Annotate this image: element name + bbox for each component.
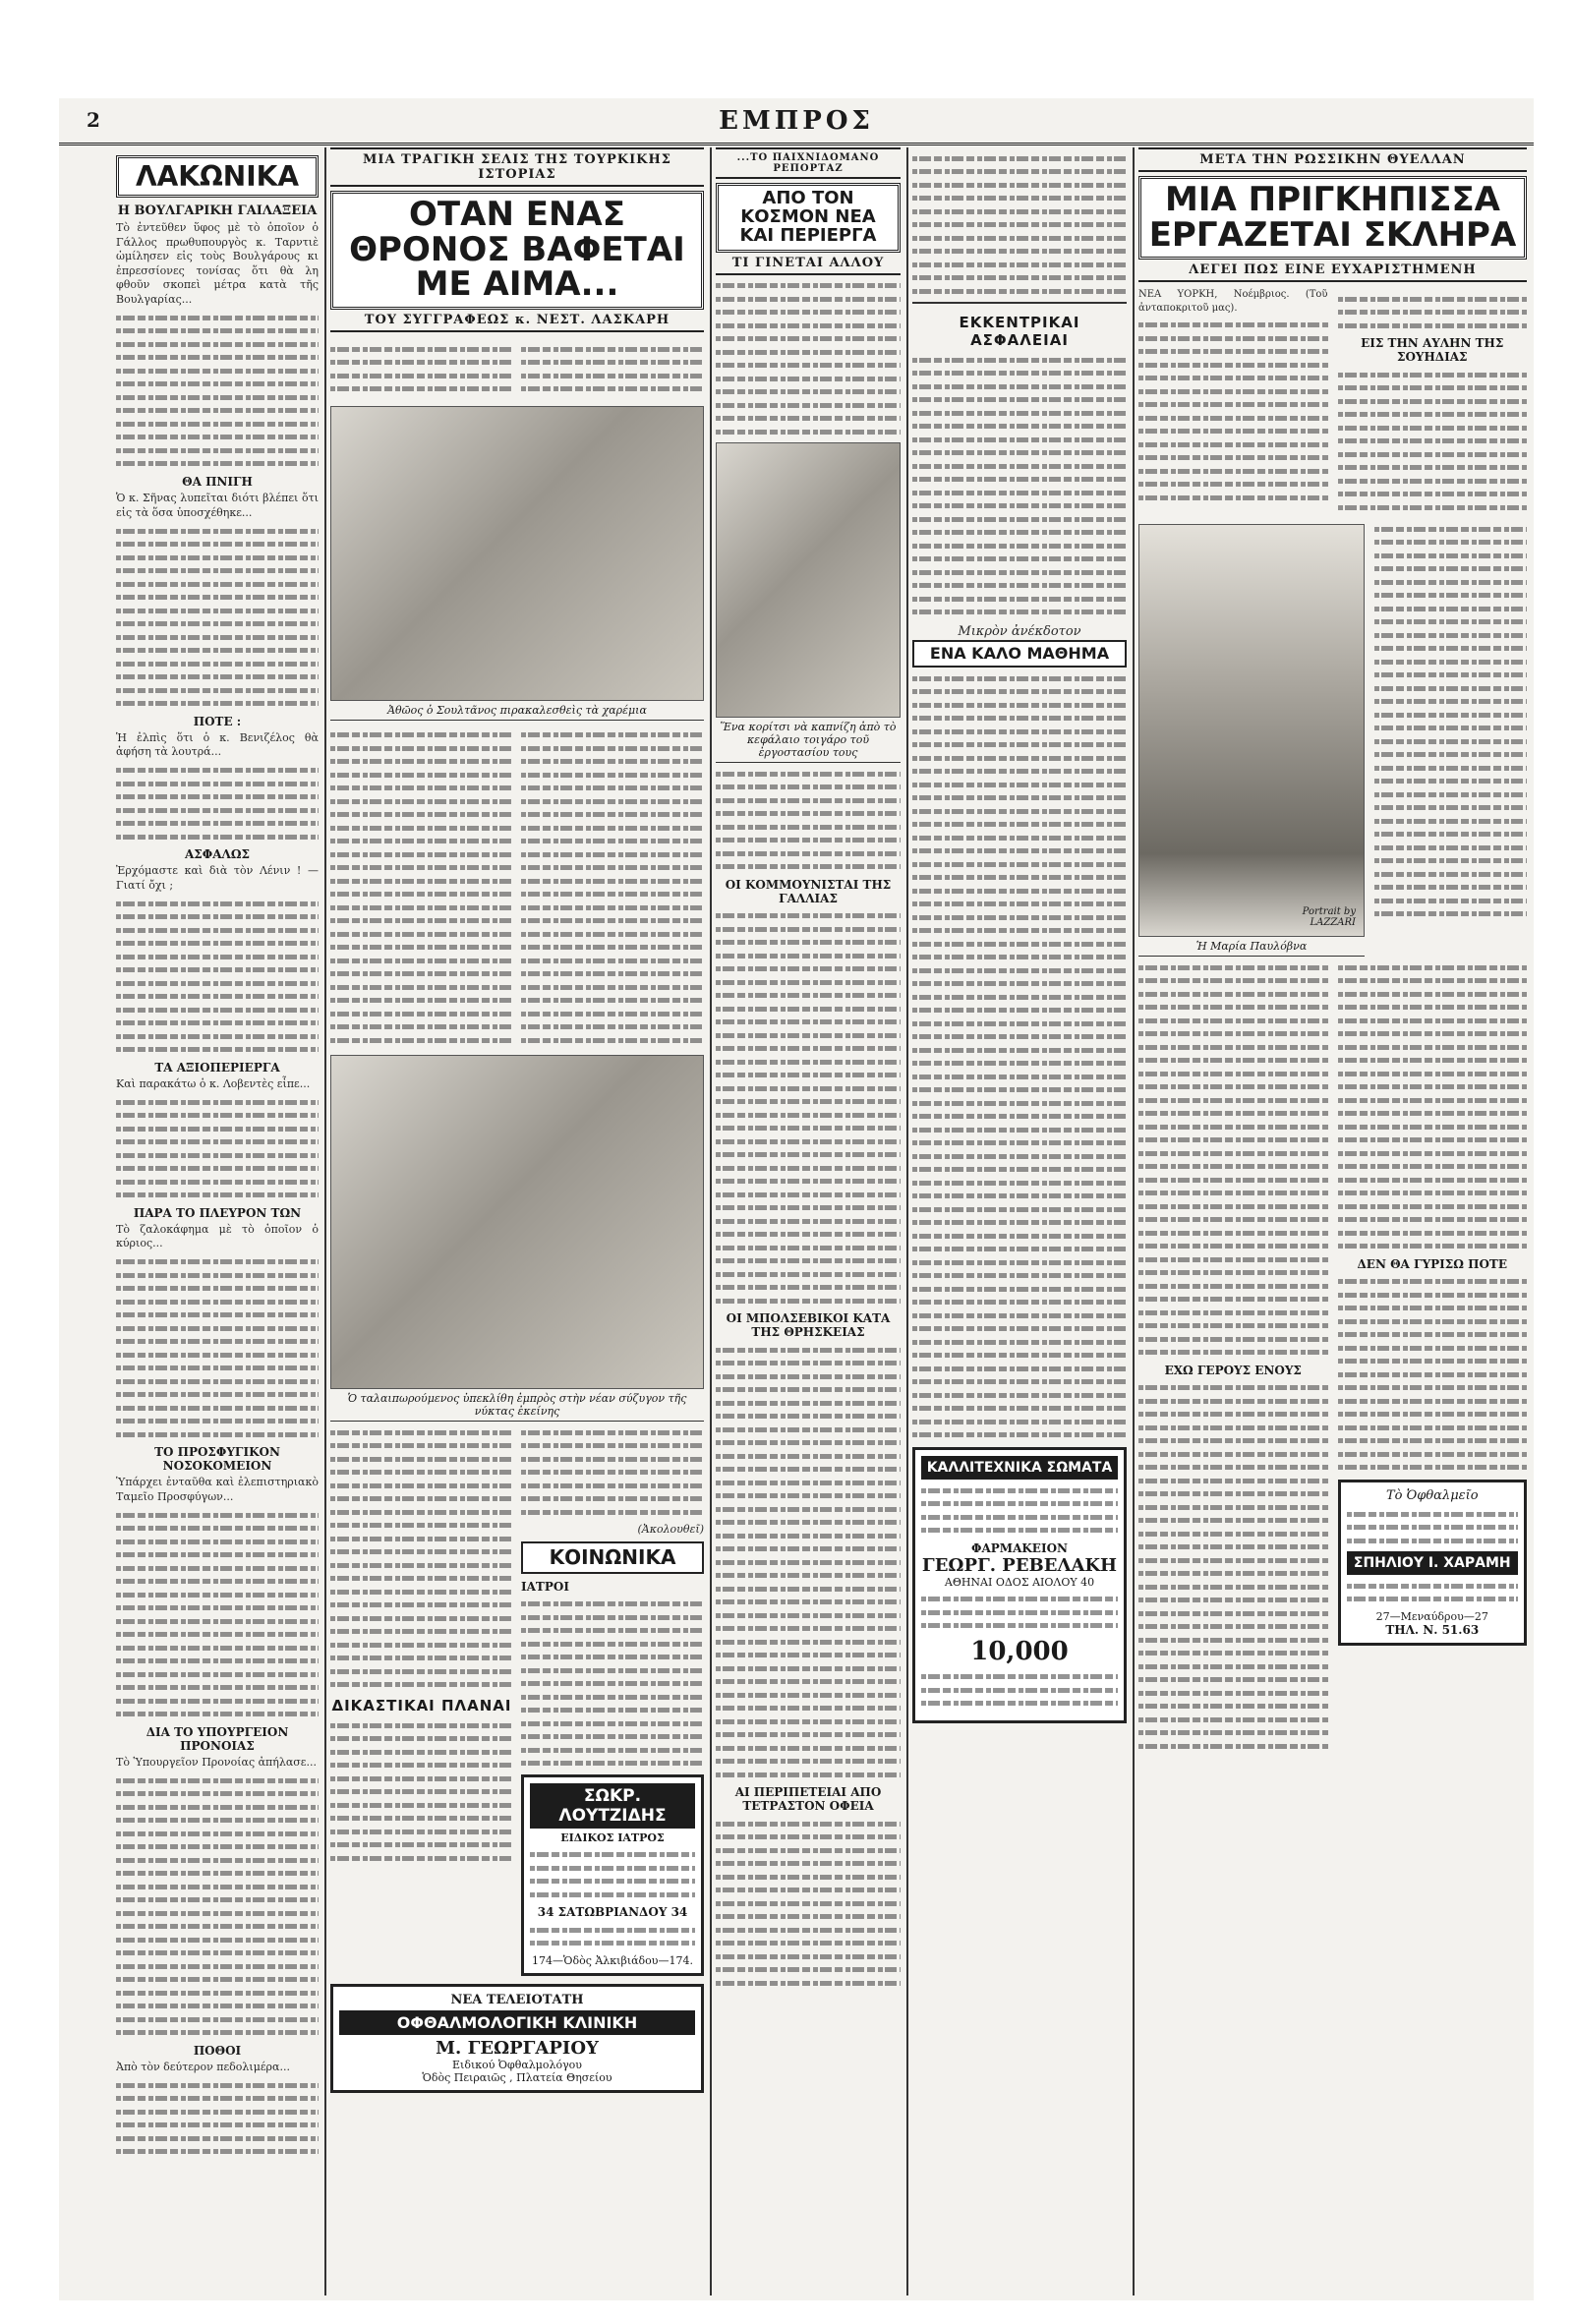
section-heading: ΕΧΩ ΓΕΡΟΥΣ ΕΝΟΥΣ — [1164, 1363, 1302, 1377]
ad-name: ΣΠΗΛΙΟΥ Ι. ΧΑΡΑΜΗ — [1347, 1551, 1519, 1575]
iatroi-label: ΙΑΤΡΟΙ — [521, 1579, 569, 1594]
text-block — [521, 1430, 704, 1515]
doctor-ad — [521, 1774, 704, 1976]
pharmacy-ad-title: ΚΑΛΛΙΤΕΧΝΙΚΑ ΣΩΜΑΤΑ — [921, 1456, 1118, 1480]
pharmacy-amount: 10,000 — [970, 1636, 1069, 1666]
smoking-girl-photo — [716, 442, 901, 718]
item-heading: ΑΣΦΑΛΩΣ — [184, 847, 251, 862]
text-block — [1338, 965, 1528, 1249]
masthead — [59, 106, 1534, 145]
text-block — [116, 1100, 319, 1198]
doctor-address: 34 ΣΑΤΩΒΡΙΑΝΔΟΥ 34 — [537, 1905, 688, 1920]
clinic-top: ΝΕΑ ΤΕΛΕΙΟΤΑΤΗ — [450, 1992, 584, 2007]
item-heading: ΤΑ ΑΞΙΟΠΕΡΙΕΡΓΑ — [154, 1060, 280, 1075]
item-heading: ΠΟΘΟΙ — [193, 2043, 242, 2058]
article-headline: ΑΠΟ ΤΟΝ ΚΟΣΜΟΝ ΝΕΑ ΚΑΙ ΠΕΡΙΕΡΓΑ — [716, 183, 901, 253]
portrait-signature: Portrait by LAZZARI — [1302, 906, 1356, 929]
text-block — [912, 676, 1127, 1438]
article-byline: ΤΟΥ ΣΥΓΓΡΑΦΕΩΣ κ. ΝΕΣΤ. ΛΑΣΚΑΡΗ — [330, 310, 704, 332]
column-rule — [710, 147, 712, 2295]
text-block — [116, 1259, 319, 1437]
item-text: Ὁ κ. Σῆνας λυπεῖται διότι βλέπει ὅτι εἰς τὰ ὅσα ὑποσχέθηκε... — [116, 491, 319, 519]
item-text: Καὶ παρακάτω ὁ κ. Λοβεντὲς εἶπε... — [116, 1076, 311, 1090]
column-lakonika — [116, 147, 319, 2295]
text-block — [116, 768, 319, 840]
text-block — [1138, 322, 1328, 500]
text-block — [716, 772, 901, 870]
text-block — [921, 1674, 1118, 1706]
text-block — [1338, 1279, 1528, 1470]
item-heading: ΔΙΑ ΤΟ ΥΠΟΥΡΓΕΙΟΝ ΠΡΟΝΟΙΑΣ — [146, 1724, 289, 1753]
dateline: ΝΕΑ ΥΟΡΚΗ, Νοέμβριος. (Τοῦ ἀνταποκριτοῦ μας). — [1138, 289, 1328, 314]
item-text: Ἀπὸ τὸν δεύτερον πεδολιμέρα... — [116, 2060, 290, 2073]
text-block — [1374, 527, 1527, 917]
article-kicker: ΜΙΑ ΤΡΑΓΙΚΗ ΣΕΛΙΣ ΤΗΣ ΤΟΥΡΚΙΚΗΣ ΙΣΤΟΡΙΑΣ — [330, 147, 704, 187]
page-number: 2 — [87, 108, 100, 132]
article-kicker: ...ΤΟ ΠΑΙΧΝΙΔΟΜΑΝΟ ΡΕΠΟΡΤΑΖ — [716, 147, 901, 179]
ad-top: Τὸ Ὀφθαλμεῖο — [1385, 1488, 1479, 1504]
item-heading: ΤΟ ΠΡΟΣΦΥΓΙΚΟΝ ΝΟΣΟΚΟΜΕΙΟΝ — [154, 1445, 280, 1474]
article-kicker: ΜΕΤΑ ΤΗΝ ΡΩΣΣΙΚΗΝ ΘΥΕΛΛΑΝ — [1138, 147, 1527, 172]
item-heading: ΘΑ ΠΝΙΓΗ — [182, 474, 253, 489]
doctor-phone: 174—Ὁδὸς Ἀλκιβιάδου—174. — [532, 1953, 693, 1967]
section-heading: ΑΙ ΠΕΡΙΠΕΤΕΙΑΙ ΑΠΟ ΤΕΤΡΑΣΤΟΝ ΟΦΕΙΑ — [734, 1785, 882, 1814]
column-turkish-history — [330, 147, 704, 2295]
text-block — [530, 1852, 695, 1897]
text-block — [330, 725, 513, 1052]
princess-portrait — [1138, 524, 1365, 937]
section-title: ΛΑΚΩΝΙΚΑ — [116, 155, 319, 198]
text-block — [116, 901, 319, 1053]
ophthalmology-ad — [1338, 1480, 1528, 1646]
pharmacy-address: ΑΘΗΝΑΙ ΟΔΟΣ ΑΙΟΛΟΥ 40 — [944, 1575, 1095, 1589]
continued-note: (Ἀκολουθεῖ) — [637, 1523, 704, 1537]
portrait-caption: Ἡ Μαρία Παυλόβνα — [1138, 937, 1365, 957]
text-block — [716, 1348, 901, 1777]
section-heading: ΟΙ ΜΠΟΛΣΕΒΙΚΟΙ ΚΑΤΑ ΤΗΣ ΘΡΗΣΚΕΙΑΣ — [726, 1311, 891, 1340]
clinic-address: Ὁδὸς Πειραιῶς , Πλατεία Θησείου — [422, 2070, 612, 2084]
item-heading: ΠΑΡΑ ΤΟ ΠΛΕΥΡΟΝ ΤΩΝ — [133, 1205, 302, 1220]
section-heading: ΟΙ ΚΟΜΜΟΥΝΙΣΤΑΙ ΤΗΣ ΓΑΛΛΙΑΣ — [725, 877, 892, 905]
text-block — [521, 1601, 704, 1766]
text-block — [116, 2083, 319, 2155]
illustration-caption: Ἀθῶος ὁ Σουλτᾶνος πιρακαλεσθεὶς τὰ χαρέμια — [330, 701, 704, 721]
clinic-doctor: Μ. ΓΕΩΡΓΑΡΙΟΥ — [436, 2037, 599, 2059]
text-block — [921, 1488, 1118, 1534]
article-sub: ΛΕΓΕΙ ΠΩΣ ΕΙΝΕ ΕΥΧΑΡΙΣΤΗΜΕΝΗ — [1138, 260, 1527, 282]
column-world-news — [716, 147, 901, 2295]
ad-phone: ΤΗΛ. Ν. 51.63 — [1385, 1622, 1480, 1637]
text-block — [716, 283, 901, 435]
column-rule — [1133, 147, 1135, 2295]
doctor-title: ΕΙΔΙΚΟΣ ΙΑΤΡΟΣ — [560, 1830, 665, 1844]
anecdote-label: Μικρὸν ἀνέκδοτον — [958, 623, 1081, 639]
lead-text: Τὸ ἐντεῦθεν ὕφος μὲ τὸ ὁποῖον ὁ Γάλλος πρωθυπουργὸς κ. Ταρντιὲ ὡμίλησεν εἰς τοὺς Βουλγάρους κι ἐπρεσσίονες τονίσας ὅτι θὰ λη φθοῦν σκοπεὶ μέτρα κατὰ τῆς Βουλγαρίας... — [116, 221, 319, 306]
text-block — [921, 1597, 1118, 1628]
column-rule — [324, 147, 326, 2295]
text-block — [912, 156, 1127, 294]
article-headline: ΜΙΑ ΠΡΙΓΚΗΠΙΣΣΑ ΕΡΓΑΖΕΤΑΙ ΣΚΛΗΡΑ — [1138, 176, 1527, 260]
text-block — [1138, 1385, 1328, 1749]
doctor-name: ΣΩΚΡ. ΛΟΥΤΖΙΔΗΣ — [530, 1783, 695, 1829]
clinic-spec: Ειδικού Ὀφθαλμολόγου — [452, 2058, 582, 2071]
item-text: Ἡ ἐλπὶς ὅτι ὁ κ. Βενιζέλος θὰ ἀφήση τὰ λουτρά... — [116, 730, 319, 759]
text-block — [1338, 297, 1528, 328]
text-block — [1347, 1584, 1519, 1602]
article-sub: ΤΙ ΓΙΝΕΤΑΙ ΑΛΛΟΥ — [716, 253, 901, 275]
text-block — [1338, 373, 1528, 510]
pharmacy-label: ΦΑΡΜΑΚΕΙΟΝ — [971, 1540, 1068, 1555]
section-heading: ΔΕΝ ΘΑ ΓΥΡΙΣΩ ΠΟΤΕ — [1357, 1256, 1507, 1271]
sultan-illustration — [330, 406, 704, 701]
article-headline: ΟΤΑΝ ΕΝΑΣ ΘΡΟΝΟΣ ΒΑΦΕΤΑΙ ΜΕ ΑΙΜΑ... — [330, 191, 704, 310]
illustration-caption: Ὁ ταλαιπωρούμενος ὑπεκλίθη ἐμπρὸς στὴν νέαν σύζυγον τῆς νύκτας ἐκείνης — [330, 1389, 704, 1422]
text-block — [116, 1778, 319, 2036]
section-heading: ΕΚΚΕΝΤΡΙΚΑΙ ΑΣΦΑΛΕΙΑΙ — [959, 314, 1080, 349]
text-block — [330, 1430, 513, 1688]
item-text: Ὑπάρχει ἐνταῦθα καὶ ἐλεπιστηριακὸ Ταμεῖο Προσφύγων... — [116, 1476, 319, 1503]
item-text: Ἐρχόμαστε καὶ διὰ τὸν Λένιν ! — Γιατί ὄχι ; — [116, 864, 319, 892]
text-block — [912, 358, 1127, 615]
item-text: Τὸ Ὑπουργεῖον Προνοίας ἀπήλασε... — [116, 1755, 317, 1769]
text-block — [330, 1723, 513, 1861]
clinic-name: ΟΦΘΑΛΜΟΛΟΓΙΚΗ ΚΛΙΝΙΚΗ — [339, 2010, 695, 2035]
dikastikai-heading: ΔΙΚΑΣΤΙΚΑΙ ΠΛΑΝΑΙ — [331, 1697, 512, 1715]
pharmacy-name: ΓΕΩΡΓ. ΡΕΒΕΛΑΚΗ — [921, 1554, 1118, 1576]
column-rule — [906, 147, 908, 2295]
eye-clinic-ad — [330, 1984, 704, 2093]
ad-address: 27—Μεναύδρου—27 — [1375, 1609, 1488, 1623]
text-block — [716, 913, 901, 1304]
newspaper-name: ΕΜΠΡΟΣ — [719, 106, 874, 136]
text-block — [1347, 1512, 1519, 1543]
text-block — [116, 316, 319, 467]
text-block — [521, 725, 704, 1052]
lead-heading: Η ΒΟΥΛΓΑΡΙΚΗ ΓΑΙΛΑΞΕΙΑ — [117, 203, 318, 219]
koinonika-heading: ΚΟΙΝΩΝΙΚΑ — [521, 1541, 704, 1574]
text-block — [716, 1822, 901, 1986]
text-block — [530, 1928, 695, 1946]
item-heading: ΠΟΤΕ : — [193, 714, 242, 728]
photo-caption: Ἕνα κορίτσι νὰ καπνίζη ἀπὸ τὸ κεφάλαιο τοιγάρο τοῦ ἐργοστασίου τους — [716, 718, 901, 763]
anecdote-headline: ΕΝΑ ΚΑΛΟ ΜΑΘΗΜΑ — [912, 640, 1127, 668]
text-block — [521, 338, 704, 400]
text-block — [330, 338, 513, 400]
text-block — [116, 1513, 319, 1717]
text-block — [1138, 965, 1328, 1356]
harem-illustration — [330, 1055, 704, 1389]
text-block — [116, 529, 319, 707]
item-text: Τὸ ζαλοκάφημα μὲ τὸ ὁποῖον ὁ κύριος... — [116, 1222, 319, 1250]
column-insurance — [912, 147, 1127, 2295]
column-princess — [1138, 147, 1527, 2295]
pharmacy-ad — [912, 1447, 1127, 1723]
side-heading: ΕΙΣ ΤΗΝ ΑΥΛΗΝ ΤΗΣ ΣΟΥΗΔΙΑΣ — [1361, 336, 1504, 365]
